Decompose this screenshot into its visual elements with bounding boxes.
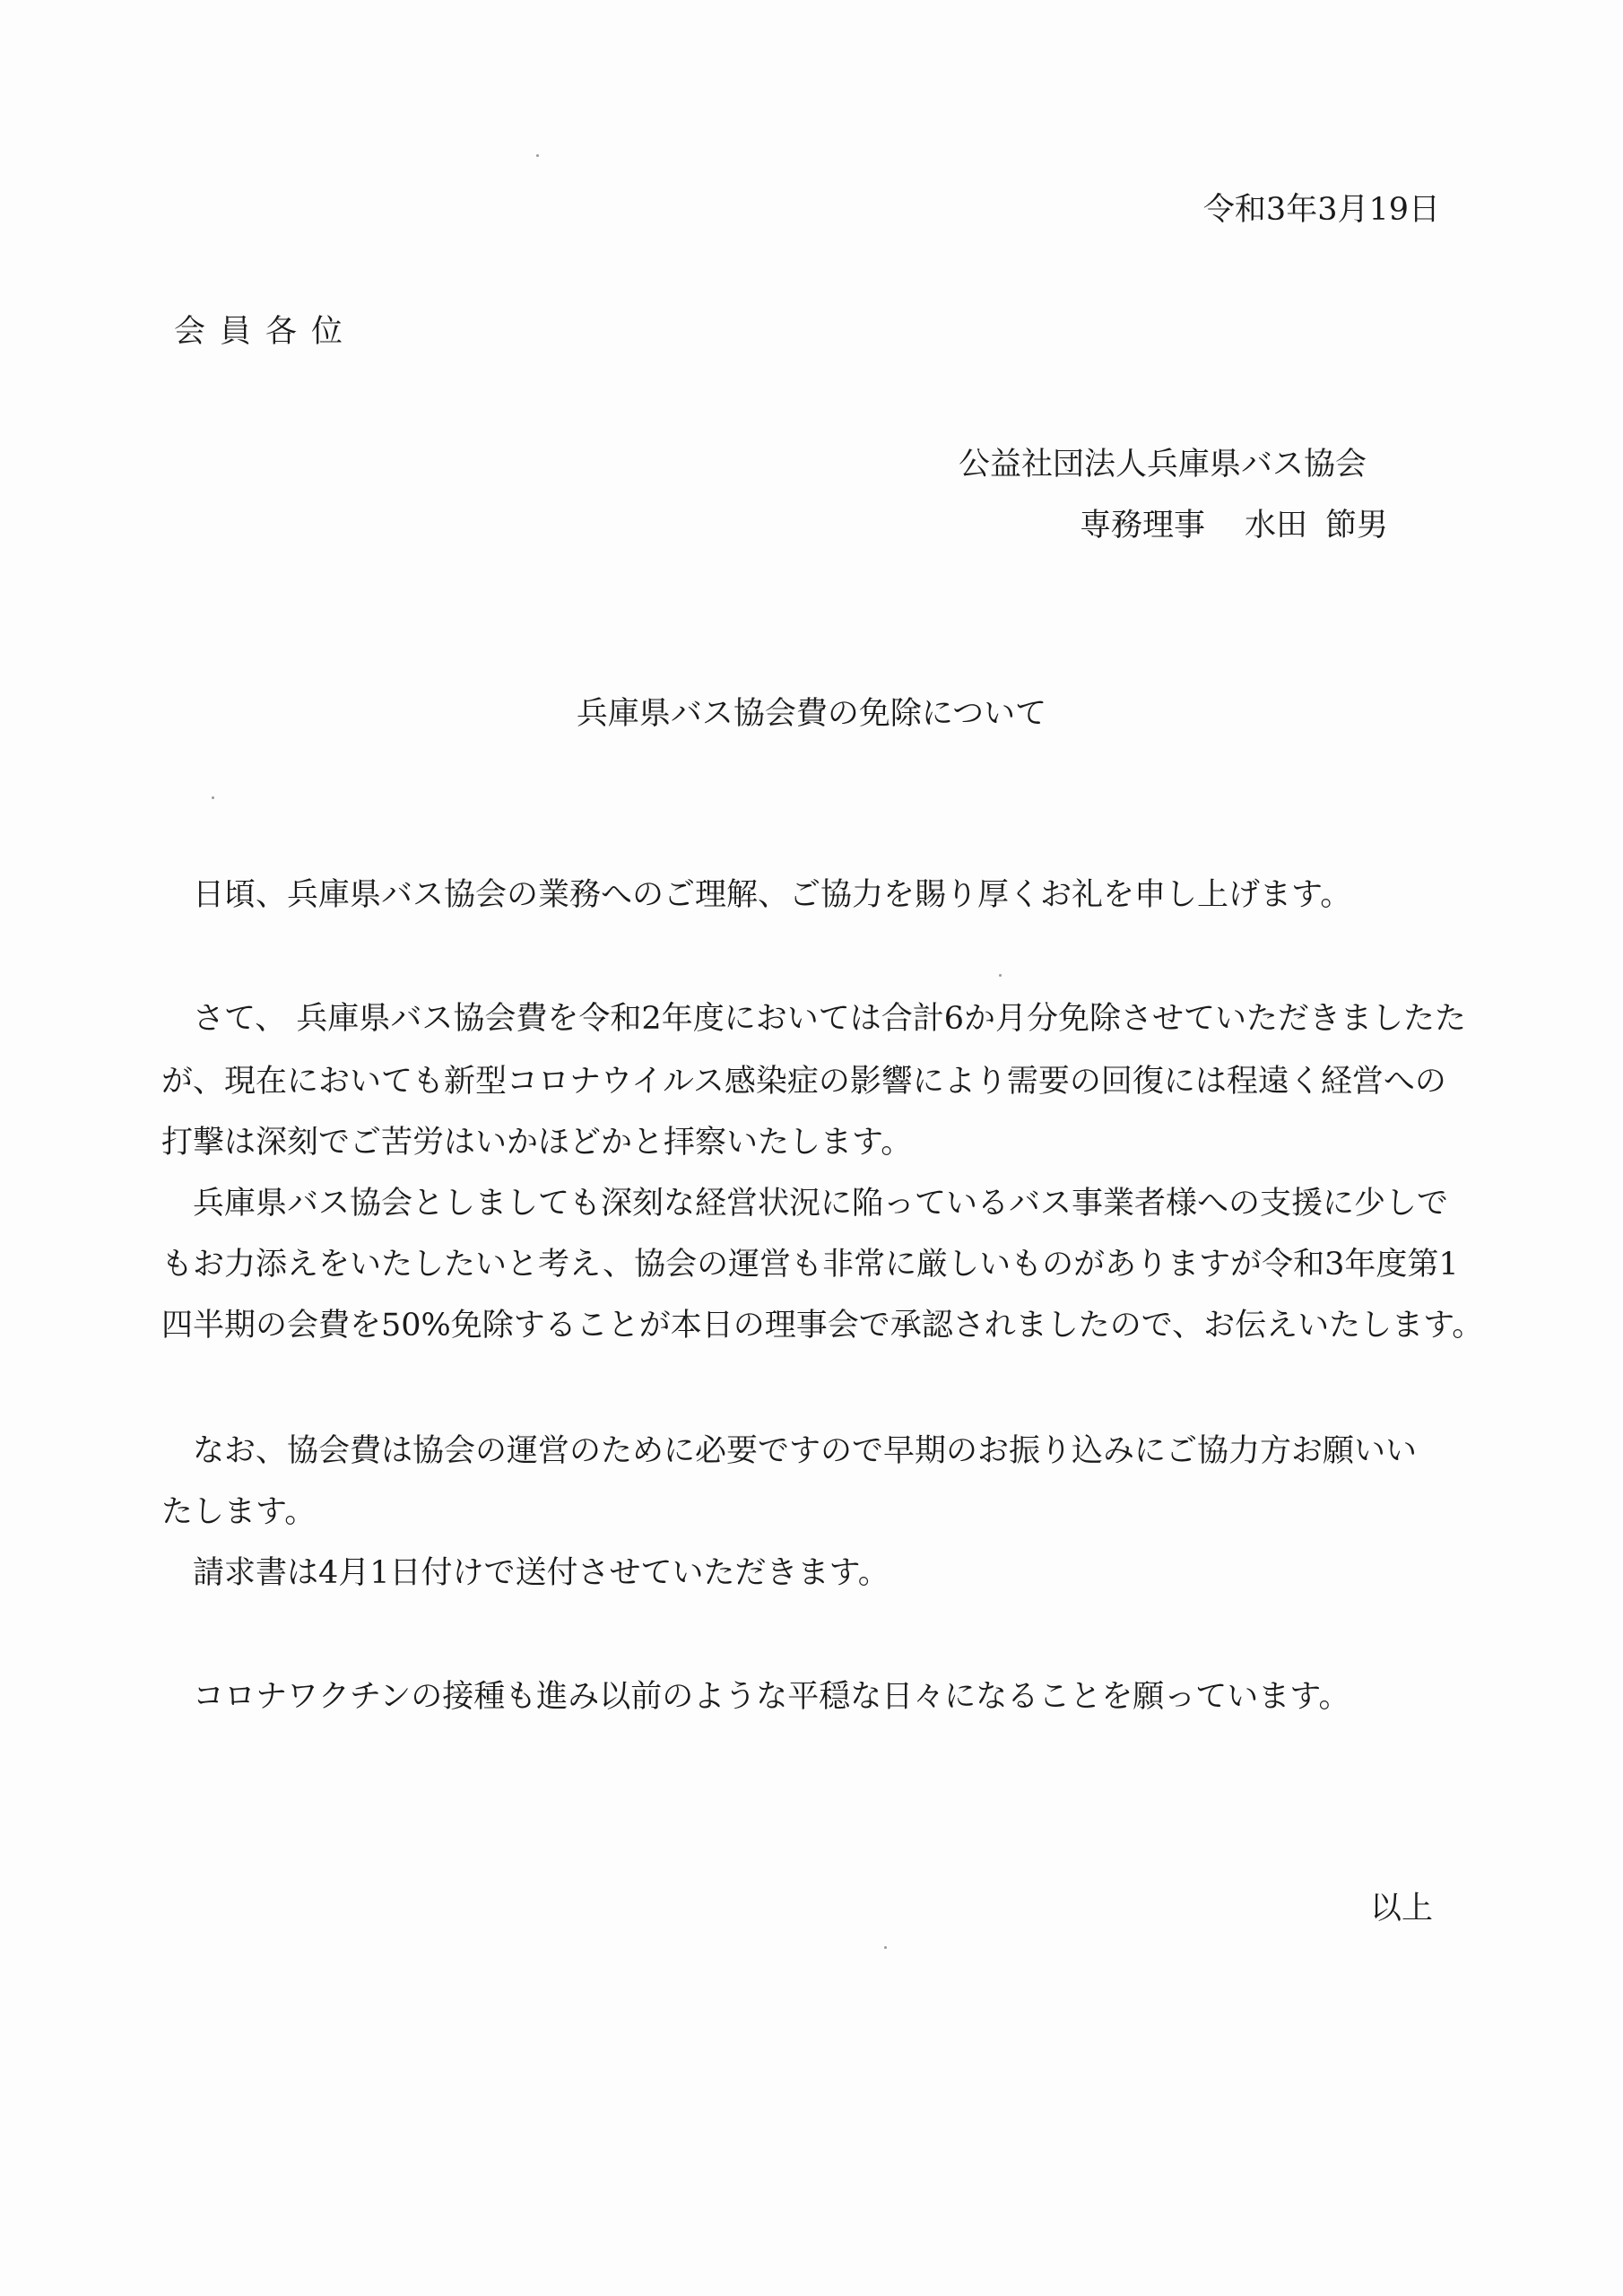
scan-speck <box>999 974 1002 977</box>
paragraph-greeting: 日頃、兵庫県バス協会の業務へのご理解、ご協力を賜り厚くお礼を申し上げます。 <box>193 877 1352 913</box>
paragraph-exemption-line-1: さて、 兵庫県バス協会費を令和2年度においては合計6か月分免除させていただきましたた <box>193 1001 1466 1037</box>
addressee: 会員各位 <box>174 314 358 350</box>
paragraph-vaccine: コロナワクチンの接種も進み以前のような平穏な日々になることを願っています。 <box>193 1679 1350 1715</box>
scan-speck <box>884 1946 887 1949</box>
letter-date: 令和3年3月19日 <box>1202 192 1440 228</box>
sender-title: 専務理事 <box>1079 508 1205 544</box>
closing-mark: 以上 <box>1369 1891 1433 1926</box>
sender-organization: 公益社団法人兵庫県バス協会 <box>958 447 1367 483</box>
scan-speck <box>212 796 214 799</box>
paragraph-support-line-2: もお力添えをいたしたいと考え、協会の運営も非常に厳しいものがありますが令和3年度第1 <box>161 1247 1459 1283</box>
paragraph-exemption-line-3: 打撃は深刻でご苦労はいかほどかと拝察いたします。 <box>161 1125 913 1161</box>
paragraph-payment-line-1: なお、協会費は協会の運営のために必要ですので早期のお振り込みにご協力方お願いい <box>193 1433 1418 1469</box>
paragraph-payment-line-2: たします。 <box>161 1494 317 1530</box>
sender-signature-line <box>1080 508 1388 544</box>
letter-subject: 兵庫県バス協会費の免除について <box>576 696 1047 732</box>
scan-speck <box>536 154 539 157</box>
sender-given-name: 節男 <box>1324 508 1388 544</box>
paragraph-invoice: 請求書は4月1日付けで送付させていただきます。 <box>193 1555 890 1591</box>
paragraph-support-line-1: 兵庫県バス協会としましても深刻な経営状況に陥っているバス事業者様への支援に少しで <box>193 1186 1449 1222</box>
paragraph-exemption-line-2: が、現在においても新型コロナウイルス感染症の影響により需要の回復には程遠く経営への <box>161 1064 1446 1100</box>
paragraph-support-line-3: 四半期の会費を50%免除することが本日の理事会で承認されましたので、お伝えいたします。 <box>161 1308 1484 1344</box>
sender-surname: 水田 <box>1244 508 1307 544</box>
